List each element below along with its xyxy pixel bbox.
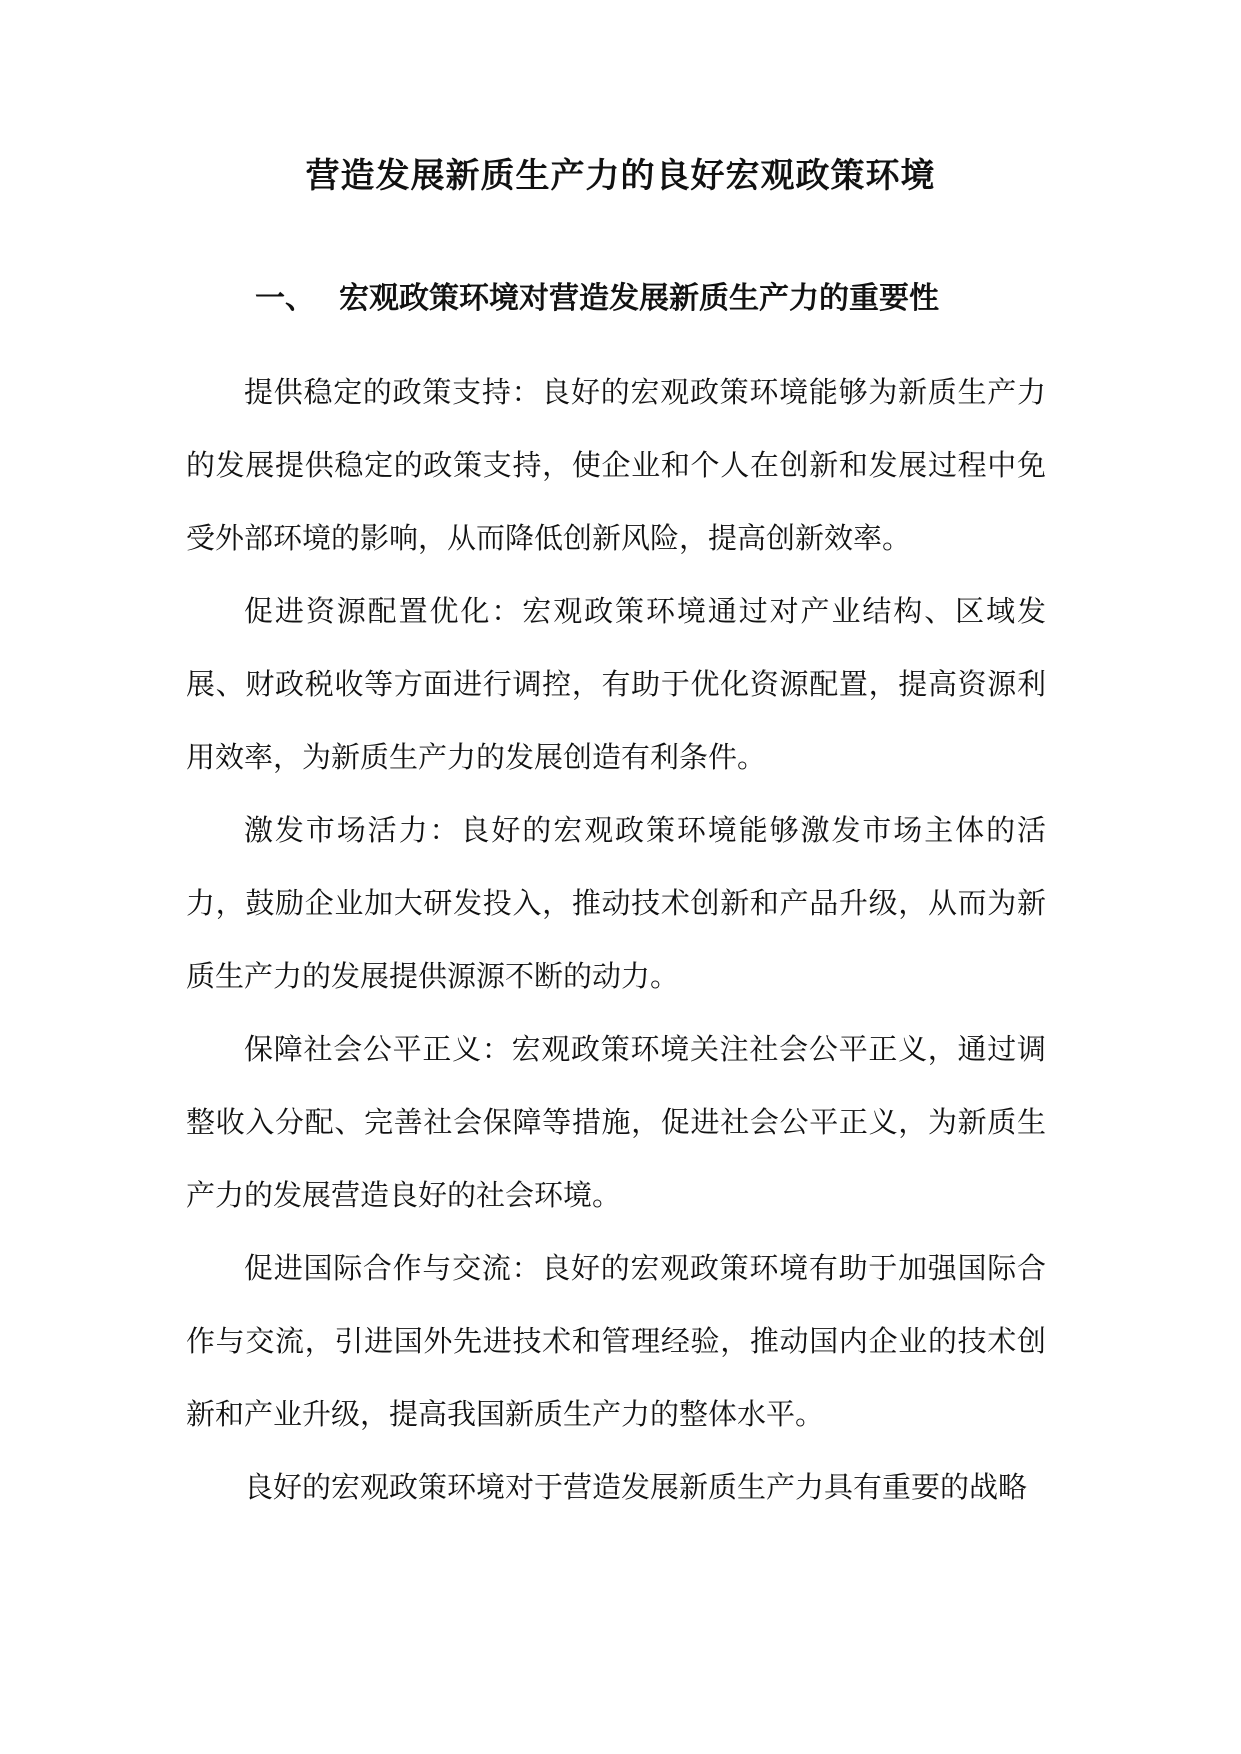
section-number: 一、	[255, 281, 315, 316]
paragraph-conclusion: 良好的宏观政策环境对于营造发展新质生产力具有重要的战略	[244, 1470, 1028, 1504]
section-heading	[255, 275, 1055, 323]
body-text	[186, 356, 1046, 1524]
paragraph-social-fairness: 保障社会公平正义：宏观政策环境关注社会公平正义，通过调整收入分配、完善社会保障等措施，促进社会公平正义，为新质生产力的发展营造良好的社会环境。	[186, 1032, 1046, 1212]
paragraph-stable-policy-support: 提供稳定的政策支持：良好的宏观政策环境能够为新质生产力的发展提供稳定的政策支持，使企业和个人在创新和发展过程中免受外部环境的影响，从而降低创新风险，提高创新效率。	[186, 375, 1046, 555]
section-heading-text: 宏观政策环境对营造发展新质生产力的重要性	[339, 281, 939, 316]
paragraph-international-cooperation: 促进国际合作与交流：良好的宏观政策环境有助于加强国际合作与交流，引进国外先进技术和管理经验，推动国内企业的技术创新和产业升级，提高我国新质生产力的整体水平。	[186, 1251, 1046, 1431]
document-title: 营造发展新质生产力的良好宏观政策环境	[305, 156, 936, 196]
paragraph-market-vitality: 激发市场活力：良好的宏观政策环境能够激发市场主体的活力，鼓励企业加大研发投入，推动技术创新和产品升级，从而为新质生产力的发展提供源源不断的动力。	[186, 813, 1046, 993]
paragraph-resource-allocation: 促进资源配置优化：宏观政策环境通过对产业结构、区域发展、财政税收等方面进行调控，有助于优化资源配置，提高资源利用效率，为新质生产力的发展创造有利条件。	[186, 594, 1046, 774]
